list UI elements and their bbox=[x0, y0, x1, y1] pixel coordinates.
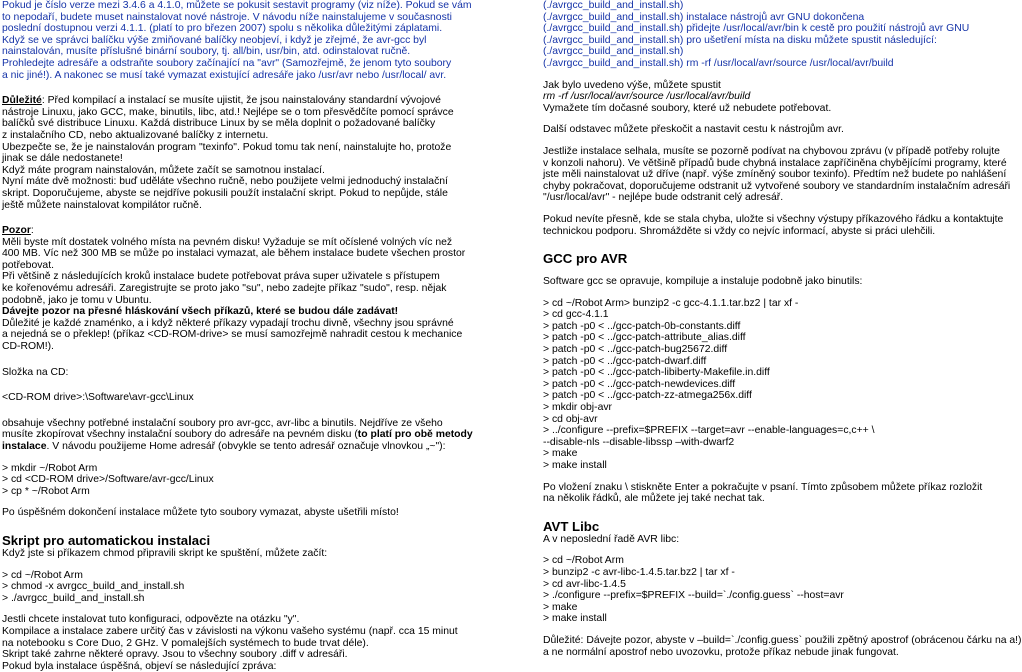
script-line: na notebooku s Core Duo, 2 GHz. V pomalejších systémech to bude trvat déle). bbox=[2, 637, 369, 649]
unknown-error-paragraph bbox=[543, 213, 1004, 237]
gcc-outro-line: na několik řádků, ale můžete jej také nechat tak. bbox=[543, 493, 765, 505]
pozor-line: a nejedná se o překlep! (příkaz <CD-ROM-drive> se musí samozřejmě nahradit cestou k mechanice bbox=[2, 329, 463, 341]
copy-paragraph bbox=[2, 418, 472, 453]
right-column bbox=[543, 0, 1022, 658]
pozor-line: CD-ROM!). bbox=[2, 341, 54, 353]
gcc-outro-line: Po vložení znaku \ stiskněte Enter a pokračujte v psaní. Tímto způsobem můžete příkaz rozložit bbox=[543, 481, 983, 493]
copy-line: . V návodu použijeme Home adresář (obvykle se tento adresář označuje vlnovkou „~"): bbox=[46, 441, 446, 452]
important-paragraph bbox=[2, 95, 472, 211]
pozor-line: ke kořenovému adresáři. Zaregistrujte se proto jako "su", nebo zadejte příkaz "sudo", resp. nějak bbox=[2, 283, 447, 295]
command-line: > cd ~/Robot Arm> bunzip2 -c gcc-4.1.1.tar.bz2 | tar xf - bbox=[543, 297, 799, 309]
command-line: > mkdir ~/Robot Arm bbox=[2, 462, 98, 474]
intro-line: a nic jiné!). A nakonec se musí také vymazat existující adresáře jako /usr/avr nebo /usr/local/ avr. bbox=[2, 69, 447, 81]
intro-line: Prohledejte adresáře a odstraňte soubory začínající na "avr" (Samozřejmě, že jenom tyto soubory bbox=[2, 57, 452, 69]
command-line: > make install bbox=[543, 460, 607, 471]
failure-line: jste měli nainstalovat už dříve (např. výše zmíněný soubor texinfo). Předtím než budete po nahlášení bbox=[543, 169, 1007, 181]
command-line: > chmod -x avrgcc_build_and_install.sh bbox=[2, 581, 185, 593]
script-line: Skript také zahrne některé opravy. Jsou to všechny soubory .diff v adresáři. bbox=[2, 649, 348, 661]
libc-outro-line: a ne normální apostrof nebo uvozovku, protože příkaz nebude jinak fungovat. bbox=[543, 646, 899, 658]
script-line: Kompilace a instalace zabere určitý čas v závislosti na výkonu vašeho systému (např. cca 15 minut bbox=[2, 625, 458, 637]
libc-outro bbox=[543, 634, 1022, 658]
unknown-line: technickou podporu. Shromážděte si vždy co nejvíc informací, abyste si práci ulehčili. bbox=[543, 225, 936, 237]
script-commands bbox=[2, 570, 472, 605]
intro-line: Když se ve správci balíčku výše zmiňované balíčky neobjeví, i když je zřejmé, že avr-gcc byl bbox=[2, 34, 427, 46]
script-heading: Skript pro automatickou instalaci bbox=[2, 532, 211, 548]
intro-line: Pokud je číslo verze mezi 3.4.6 a 4.1.0, můžete se pokusit sestavit programy (viz níže). Pokud se vám bbox=[2, 0, 472, 11]
script-outro bbox=[2, 614, 472, 672]
copy-bold: instalace bbox=[2, 441, 47, 452]
command-line: > patch -p0 < ../gcc-patch-attribute_alias.diff bbox=[543, 332, 746, 344]
libc-outro-line: Důležité: Dávejte pozor, abyste v –build=`./config.guess` použili zpětný apostrof (obrácenou čárku na a!) bbox=[543, 634, 1022, 646]
intro-line: nainstalován, musíte příslušné binární soubory, tj. all/bin, usr/bin, atd. odinstalovat ručně. bbox=[2, 46, 411, 58]
script-intro: Když jste si příkazem chmod připravili skript ke spuštění, můžete začít: bbox=[2, 547, 328, 559]
libc-heading: AVT Libc bbox=[543, 518, 600, 534]
intro-line: poslední dostupnou verzi 4.1.1. (platí to pro březen 2007) spolu s několika důležitými záplatami. bbox=[2, 23, 443, 35]
rm-note: Vymažete tím dočasné soubory, které už nebudete potřebovat. bbox=[543, 102, 832, 114]
important-line: Když máte program nainstalován, můžete začít se samotnou instalací. bbox=[2, 164, 325, 176]
failure-line: chyby pokračovat, doporučujeme odstranit už vytvořené soubory ve standardním instalačním adresáři bbox=[543, 180, 1011, 192]
message-line: (./avrgcc_build_and_install.sh) pro ušetření místa na disku můžete spustit následující: bbox=[543, 34, 937, 46]
copy-commands bbox=[2, 463, 472, 498]
command-line: > make bbox=[543, 448, 578, 460]
important-line: Nyní máte dvě možnosti: buď uděláte všechno ručně, nebo použijete velmi jednoduchý instalační bbox=[2, 176, 448, 188]
pozor-line: Při většině z následujících kroků instalace budete potřebovat práva super uživatele s přístupem bbox=[2, 271, 440, 283]
command-line: > ../configure --prefix=$PREFIX --target=avr --enable-languages=c,c++ \ bbox=[543, 425, 875, 437]
libc-intro: A v neposlední řadě AVR libc: bbox=[543, 533, 680, 545]
skip-note: Další odstavec můžete přeskočit a nastavit cestu k nástrojům avr. bbox=[543, 124, 844, 136]
copy-line: musíte zkopírovat všechny instalační soubory do adresáře na pevném disku ( bbox=[2, 429, 358, 441]
command-line: > patch -p0 < ../gcc-patch-dwarf.diff bbox=[543, 355, 707, 367]
important-line: skript. Doporučujeme, abyste se nejdříve pokusili použít instalační skript. Pokud to nepůjde, stále bbox=[2, 187, 448, 199]
gcc-commands bbox=[543, 298, 959, 472]
cd-folder-label: Složka na CD: bbox=[2, 366, 69, 378]
pozor-label: Pozor bbox=[2, 225, 31, 237]
script-line: Pokud byla instalace úspěšná, objeví se následující zpráva: bbox=[2, 660, 277, 672]
command-line: > cd obj-avr bbox=[543, 413, 598, 425]
gcc-intro: Software gcc se opravuje, kompiluje a instaluje podobně jako binutils: bbox=[543, 276, 863, 288]
important-line: jinak se dále nedostanete! bbox=[2, 153, 123, 165]
unknown-line: Pokud nevíte přesně, kde se stala chyba, uložte si všechny výstupy příkazového řádku a kontaktujte bbox=[543, 213, 1004, 225]
message-line: (./avrgcc_build_and_install.sh) bbox=[543, 0, 684, 11]
message-line: (./avrgcc_build_and_install.sh) přidejte /usr/local/avr/bin k cestě pro použití nástrojů avr GNU bbox=[543, 23, 970, 35]
command-line: > cd <CD-ROM drive>/Software/avr-gcc/Linux bbox=[2, 474, 214, 486]
important-line: z instalačního CD, nebo aktualizované balíčky z internetu. bbox=[2, 129, 269, 141]
failure-paragraph bbox=[543, 145, 1011, 204]
intro-paragraph bbox=[2, 0, 472, 81]
pozor-line: Měli byste mít dostatek volného místa na pevném disku! Vyžaduje se mít očíslené volných víc než bbox=[2, 236, 453, 248]
pozor-line: Důležité je každé znaménko, a i když některé příkazy vypadají trochu divně, všechny jsou správné bbox=[2, 317, 454, 329]
cleanup-paragraph bbox=[543, 80, 959, 115]
command-line: > ./avrgcc_build_and_install.sh bbox=[2, 592, 145, 604]
command-line: > cd gcc-4.1.1 bbox=[543, 309, 609, 321]
pozor-line: podobně, jako je tomu v Ubuntu. bbox=[2, 294, 152, 306]
command-line: > patch -p0 < ../gcc-patch-bug25672.diff bbox=[543, 344, 728, 356]
gcc-outro bbox=[543, 481, 983, 505]
command-line: > make bbox=[543, 601, 578, 613]
important-line: balíčků své distribuce Linuxu. Každá distribuce Linux by se měla doplnit o požadované balíčky bbox=[2, 118, 436, 130]
pozor-line: potřebovat. bbox=[2, 259, 54, 271]
pozor-bold-line: Dávejte pozor na přesné hláskování všech příkazů, které se budou dále zadávat! bbox=[2, 306, 399, 318]
install-messages bbox=[543, 0, 970, 70]
command-line: > patch -p0 < ../gcc-patch-newdevices.diff bbox=[543, 378, 736, 390]
message-line: (./avrgcc_build_and_install.sh) rm -rf /usr/local/avr/source /usr/local/avr/build bbox=[543, 57, 894, 69]
gcc-heading: GCC pro AVR bbox=[543, 251, 628, 267]
rm-command: rm -rf /usr/local/avr/source /usr/local/avr/build bbox=[543, 91, 751, 103]
command-line: > mkdir obj-avr bbox=[543, 402, 613, 414]
message-line: (./avrgcc_build_and_install.sh) bbox=[543, 46, 684, 58]
failure-line: "/usr/local/avr" - nejlépe bude odstranit celý adresář. bbox=[543, 192, 784, 204]
important-line: ještě můžete nainstalovat kompilátor ručně. bbox=[2, 199, 202, 211]
copy-bold: to platí pro obě metody bbox=[357, 429, 473, 441]
cd-folder-path: <CD-ROM drive>:\Software\avr-gcc\Linux bbox=[2, 392, 194, 404]
libc-commands bbox=[543, 555, 959, 625]
command-line: > cd avr-libc-1.4.5 bbox=[543, 578, 626, 590]
script-line: Jestli chcete instalovat tuto konfiguraci, odpovězte na otázku "y". bbox=[2, 614, 300, 626]
command-line: > cd ~/Robot Arm bbox=[2, 569, 83, 581]
important-line: : Před kompilací a instalací se musíte ujistit, že jsou nainstalovány standardní vývojové bbox=[41, 95, 441, 107]
copy-line: obsahuje všechny potřebné instalační soubory pro avr-gcc, avr-libc a binutils. Nejdříve ze všeho bbox=[2, 417, 443, 429]
pozor-line: 400 MB. Víc než 300 MB se může po instalaci vymazat, ale během instalace budete všechen prostor bbox=[2, 248, 466, 260]
important-line: nástroje Linuxu, jako GCC, make, binutils, libc, atd.! Nejlépe se o tom přesvědčíte pomocí správce bbox=[2, 106, 454, 118]
warning-paragraph: Pozor: Měli byste mít dostatek volného místa na pevném disku! Vyžaduje se mít očíslené volných víc než 400 MB. Víc než 300 MB se může po instalaci vymazat, ale během instalace budete všechen prostor potřebovat. Při většině z následujících kroků instalace budete potřebovat práva super uživatele s přístupem ke kořenovému adresáři. Zaregistrujte se proto jako "su", nebo zadejte příkaz "sudo", resp. nějak podobně, jako je tomu v Ubuntu. Dávejte pozor na přesné hláskování všech příkazů, které se budou dále zadávat! Důležité je každé znaménko, a i když některé příkazy vypadají trochu divně, všechny jsou správné a nejedná se o překlep! (příkaz <CD-ROM-drive> se musí samozřejmě nahradit cestou k mechanice CD-ROM!). bbox=[2, 225, 472, 353]
failure-line: v konzoli nahoru). Ve většině případů bude chybná instalace zapříčiněna chybějícími programy, které bbox=[543, 157, 1007, 169]
command-line: > patch -p0 < ../gcc-patch-zz-atmega256x.diff bbox=[543, 390, 752, 402]
as-above-line: Jak bylo uvedeno výše, můžete spustit bbox=[543, 79, 721, 91]
command-line: > ./configure --prefix=$PREFIX --build=`./config.guess` --host=avr bbox=[543, 590, 844, 602]
after-copy-note: Po úspěšném dokončení instalace můžete tyto soubory vymazat, abyste ušetřili místo! bbox=[2, 507, 399, 519]
command-line: > patch -p0 < ../gcc-patch-0b-constants.diff bbox=[543, 320, 741, 332]
command-line: > cd ~/Robot Arm bbox=[543, 555, 624, 567]
important-line: Ubezpečte se, že je nainstalován program "texinfo". Pokud tomu tak není, nainstalujte ho, protože bbox=[2, 141, 452, 153]
command-line: > make install bbox=[543, 613, 607, 625]
left-column bbox=[2, 0, 472, 672]
command-line: > patch -p0 < ../gcc-patch-libiberty-Makefile.in.diff bbox=[543, 367, 770, 379]
failure-line: Jestliže instalace selhala, musíte se pozorně podívat na chybovou zprávu (v případě potřeby rolujte bbox=[543, 145, 1000, 157]
message-line: (./avrgcc_build_and_install.sh) instalace nástrojů avr GNU dokončena bbox=[543, 11, 865, 23]
command-line: --disable-nls --disable-libssp –with-dwarf2 bbox=[543, 436, 735, 448]
command-line: > bunzip2 -c avr-libc-1.4.5.tar.bz2 | tar xf - bbox=[543, 566, 735, 578]
important-label: Důležité bbox=[2, 95, 42, 107]
command-line: > cp * ~/Robot Arm bbox=[2, 485, 90, 497]
intro-line: to nepodaří, budete muset nainstalovat nové nástroje. V návodu níže nainstalujeme v současnosti bbox=[2, 11, 452, 23]
